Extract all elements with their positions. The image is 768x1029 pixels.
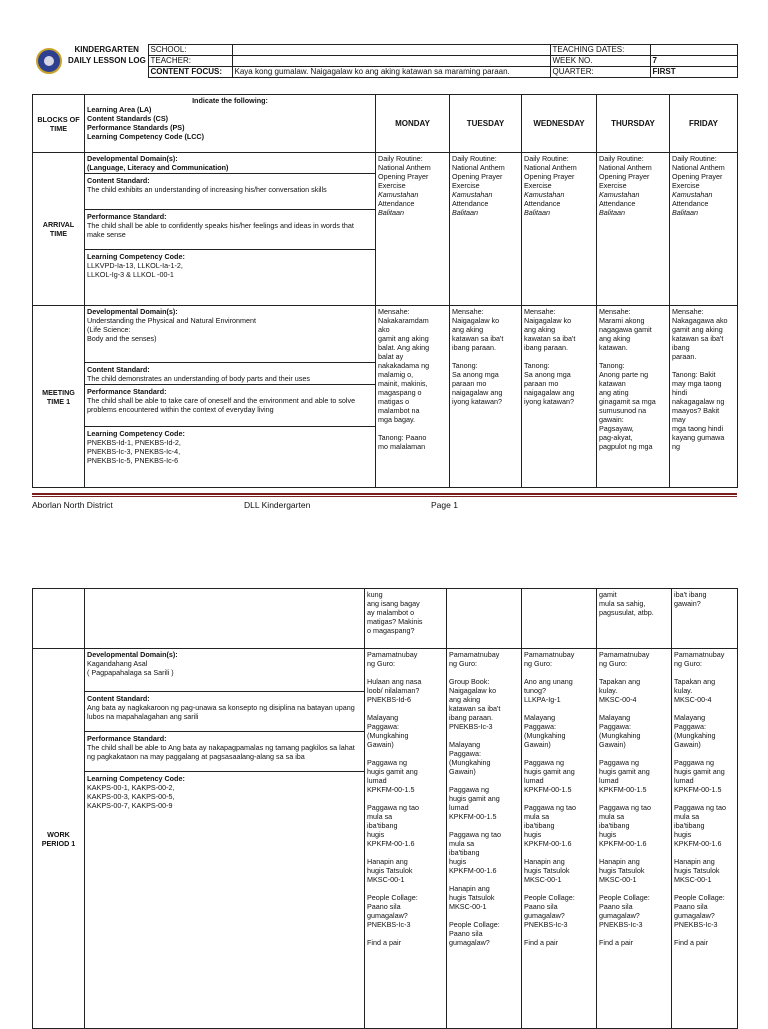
meeting-ps-value: The child shall be able to take care of oneself and the environment and able to solve problems encountered within the context of everyday living [87,396,356,414]
week-value: 7 [650,56,737,67]
work-period-row [33,649,738,1029]
routine-kamustahan: Kamustahan [599,190,640,199]
routine-balitaan: Balitaan [599,208,625,217]
work-ps-value: The child shall be able to Ang bata ay nakapagpamalas ng tamang pagkilos sa lahat ng pagkakataon na may paggalang at pagsasaalang-alang sa sa iba [87,743,355,761]
indicate-header [85,95,376,153]
routine-attendance: Attendance [452,199,489,208]
cont-friday: iba't ibang gawain? [672,589,738,649]
deped-seal-logo [32,45,66,78]
routine-list: Daily Routine: National Anthem Opening Prayer Exercise [524,154,577,190]
indicate-items: Learning Area (LA) Content Standards (CS) Performance Standards (PS) Learning Competency Code (LCC) [87,105,205,141]
arrival-ps-value: The child shall be able to confidently speaks his/her feelings and ideas in words that make sense [87,221,354,239]
seal-icon [36,48,62,74]
meeting-wednesday: Mensahe: Naigagalaw ko ang aking kawatan sa iba't ibang paraan. Tanong: Sa anong mga paraan mo naigagalaw ang iyong katawan? [522,306,597,488]
cont-monday: kung ang isang bagay ay malambot o matigas? Makinis o magaspang? [365,589,447,649]
cont-block-empty [33,589,85,649]
lesson-table-page2 [32,588,738,1029]
day-header-thursday: THURSDAY [597,95,670,153]
routine-balitaan: Balitaan [672,208,698,217]
title-line1: KINDERGARTEN [74,44,139,54]
work-monday: Pamamatnubay ng Guro: Hulaan ang nasa loob/ nilalaman? PNEKBS-Id-6 Malayang Paggawa: (Mungkahing Gawain) Paggawa ng hugis gamit ang lumad KPKFM-00-1.5 Paggawa ng tao mula sa iba'tibang hugis KPKFM-00-1.6 Hanapin ang hugis Tatsulok MKSC-00-1 People Collage: Paano sila gumagalaw? PNEKBS-Ic-3 Find a pair [365,649,447,1029]
meeting-domain-value: Understanding the Physical and Natural Environment (Life Science: Body and the senses) [87,316,257,343]
cont-wednesday [522,589,597,649]
work-cs-value: Ang bata ay nagkakaroon ng pag-unawa sa konsepto ng disiplina na batayan upang lubos na mapahalagahan ang sarili [87,703,355,721]
content-focus-value: Kaya kong gumalaw. Naigagalaw ko ang aking katawan sa maraming paraan. [232,67,550,78]
header-table [32,44,738,78]
teacher-value [232,56,550,67]
routine-list: Daily Routine: National Anthem Opening Prayer Exercise [599,154,652,190]
work-domain-value: Kagandahang Asal ( Pagpapahalaga sa Sarili ) [87,659,174,677]
routine-balitaan: Balitaan [452,208,478,217]
arrival-domain-value: (Language, Literacy and Communication) [87,163,229,172]
routine-balitaan: Balitaan [524,208,550,217]
arrival-wednesday [522,153,597,306]
routine-kamustahan: Kamustahan [378,190,419,199]
arrival-cs-value: The child exhibits an understanding of increasing his/her conversation skills [87,185,327,194]
quarter-label: QUARTER: [550,67,650,78]
meeting-domain-label: Developmental Domain(s): [87,307,178,316]
arrival-thursday [597,153,670,306]
footer-rule [32,493,737,495]
meeting-friday: Mensahe: Nakagagawa ako gamit ang aking katawan sa iba't ibang paraan. Tanong: Bakit may mga taong hindi nakagagalaw ng maayos? Bakit may mga taong hindi kayang gumawa ng [670,306,738,488]
day-header-friday: FRIDAY [670,95,738,153]
footer-rule-thin [32,496,737,497]
cont-thursday: gamit mula sa sahig, pagsusulat, atbp. [597,589,672,649]
page-footer [32,500,737,512]
routine-kamustahan: Kamustahan [672,190,713,199]
arrival-block-label: ARRIVAL TIME [33,153,85,306]
routine-attendance: Attendance [672,199,709,208]
teaching-dates-value [650,45,737,56]
cont-indicators-empty [85,589,365,649]
work-indicators [85,649,365,1029]
routine-attendance: Attendance [599,199,636,208]
work-lcc-label: Learning Competency Code: [87,774,185,783]
routine-list: Daily Routine: National Anthem Opening Prayer Exercise [672,154,725,190]
meeting-thursday: Mensahe: Marami akong nagagawa gamit ang aking katawan. Tanong: Anong parte ng katawan ang ating ginagamit sa mga sumusunod na gawain: Pagsayaw, pag-akyat, pagpulot ng mga [597,306,670,488]
footer-page-number: Page 1 [431,500,458,510]
arrival-domain-label: Developmental Domain(s): [87,154,178,163]
cont-tuesday [447,589,522,649]
meeting-indicators [85,306,376,488]
week-label: WEEK NO. [550,56,650,67]
routine-kamustahan: Kamustahan [524,190,565,199]
arrival-row [33,153,738,306]
indicate-label: Indicate the following: [192,96,268,105]
teacher-label: TEACHER: [148,56,232,67]
work-cs-label: Content Standard: [87,694,150,703]
meeting-lcc-label: Learning Competency Code: [87,429,185,438]
teaching-dates-label: TEACHING DATES: [550,45,650,56]
title-line2: DAILY LESSON LOG [68,55,146,65]
meeting-lcc-value: PNEKBS-Id-1, PNEKBS-Id-2, PNEKBS-Ic-3, PNEKBS-Ic-4, PNEKBS-Ic-5, PNEKBS-Ic-6 [87,438,181,465]
work-friday: Pamamatnubay ng Guro: Tapakan ang kulay. MKSC-00-4 Malayang Paggawa: (Mungkahing Gawain) Paggawa ng hugis gamit ang lumad KPKFM-00-1.5 Paggawa ng tao mula sa iba'tibang hugis KPKFM-00-1.6 Hanapin ang hugis Tatsulok MKSC-00-1 People Collage: Paano sila gumagalaw? PNEKBS-Ic-3 Find a pair [672,649,738,1029]
arrival-monday [376,153,450,306]
footer-doc-name: DLL Kindergarten [244,500,311,510]
day-header-tuesday: TUESDAY [450,95,522,153]
routine-attendance: Attendance [524,199,561,208]
meeting-block-label: MEETING TIME 1 [33,306,85,488]
arrival-lcc-label: Learning Competency Code: [87,252,185,261]
school-label: SCHOOL: [148,45,232,56]
work-block-label: WORK PERIOD 1 [33,649,85,1029]
routine-kamustahan: Kamustahan [452,190,493,199]
routine-attendance: Attendance [378,199,415,208]
arrival-indicators [85,153,376,306]
lesson-table-page1 [32,94,738,488]
work-thursday: Pamamatnubay ng Guro: Tapakan ang kulay. MKSC-00-4 Malayang Paggawa: (Mungkahing Gawain) Paggawa ng hugis gamit ang lumad KPKFM-00-1.5 Paggawa ng tao mula sa iba'tibang hugis KPKFM-00-1.6 Hanapin ang hugis Tatsulok MKSC-00-1 People Collage: Paano sila gumagalaw? PNEKBS-Ic-3 Find a pair [597,649,672,1029]
arrival-friday [670,153,738,306]
arrival-ps-label: Performance Standard: [87,212,167,221]
work-domain-label: Developmental Domain(s): [87,650,178,659]
arrival-cs-label: Content Standard: [87,176,150,185]
work-tuesday: Pamamatnubay ng Guro: Group Book: Naigagalaw ko ang aking katawan sa iba't ibang paraan. PNEKBS-Ic-3 Malayang Paggawa: (Mungkahing Gawain) Paggawa ng hugis gamit ang lumad KPKFM-00-1.5 Paggawa ng tao mula sa iba'tibang hugis KPKFM-00-1.6 Hanapin ang hugis Tatsulok MKSC-00-1 People Collage: Paano sila gumagalaw? [447,649,522,1029]
arrival-tuesday [450,153,522,306]
meeting-tuesday: Mensahe: Naigagalaw ko ang aking katawan sa iba't ibang paraan. Tanong: Sa anong mga paraan mo naigagalaw ang iyong katawan? [450,306,522,488]
school-value [232,45,550,56]
meeting-cs-label: Content Standard: [87,365,150,374]
content-focus-label: CONTENT FOCUS: [148,67,232,78]
work-ps-label: Performance Standard: [87,734,167,743]
arrival-lcc-value: LLKVPD-Ia-13, LLKOL-Ia-1-2, LLKOL-Ig-3 & LLKOL -00-1 [87,261,183,279]
quarter-value: FIRST [650,67,737,78]
work-lcc-value: KAKPS-00-1, KAKPS-00-2, KAKPS-00-3, KAKPS-00-5, KAKPS-00-7, KAKPS-00-9 [87,783,175,810]
routine-balitaan: Balitaan [378,208,404,217]
continuation-row [33,589,738,649]
meeting-cs-value: The child demonstrates an understanding of body parts and their uses [87,374,310,383]
footer-district: Aborlan North District [32,500,113,510]
blocks-of-time-header: BLOCKS OF TIME [33,95,85,153]
routine-list: Daily Routine: National Anthem Opening Prayer Exercise [452,154,505,190]
day-header-wednesday: WEDNESDAY [522,95,597,153]
routine-list: Daily Routine: National Anthem Opening Prayer Exercise [378,154,431,190]
meeting-ps-label: Performance Standard: [87,387,167,396]
meeting-row [33,306,738,488]
work-wednesday: Pamamatnubay ng Guro: Ano ang unang tunog? LLKPA-Ig-1 Malayang Paggawa: (Mungkahing Gawain) Paggawa ng hugis gamit ang lumad KPKFM-00-1.5 Paggawa ng tao mula sa iba'tibang hugis KPKFM-00-1.6 Hanapin ang hugis Tatsulok MKSC-00-1 People Collage: Paano sila gumagalaw? PNEKBS-Ic-3 Find a pair [522,649,597,1029]
meeting-monday: Mensahe: Nakakaramdam ako gamit ang aking balat. Ang aking balat ay nakakadama ng malamig o, mainit, makinis, magaspang o matigas o malambot na mga bagay. Tanong: Paano mo malalaman [376,306,450,488]
day-header-monday: MONDAY [376,95,450,153]
